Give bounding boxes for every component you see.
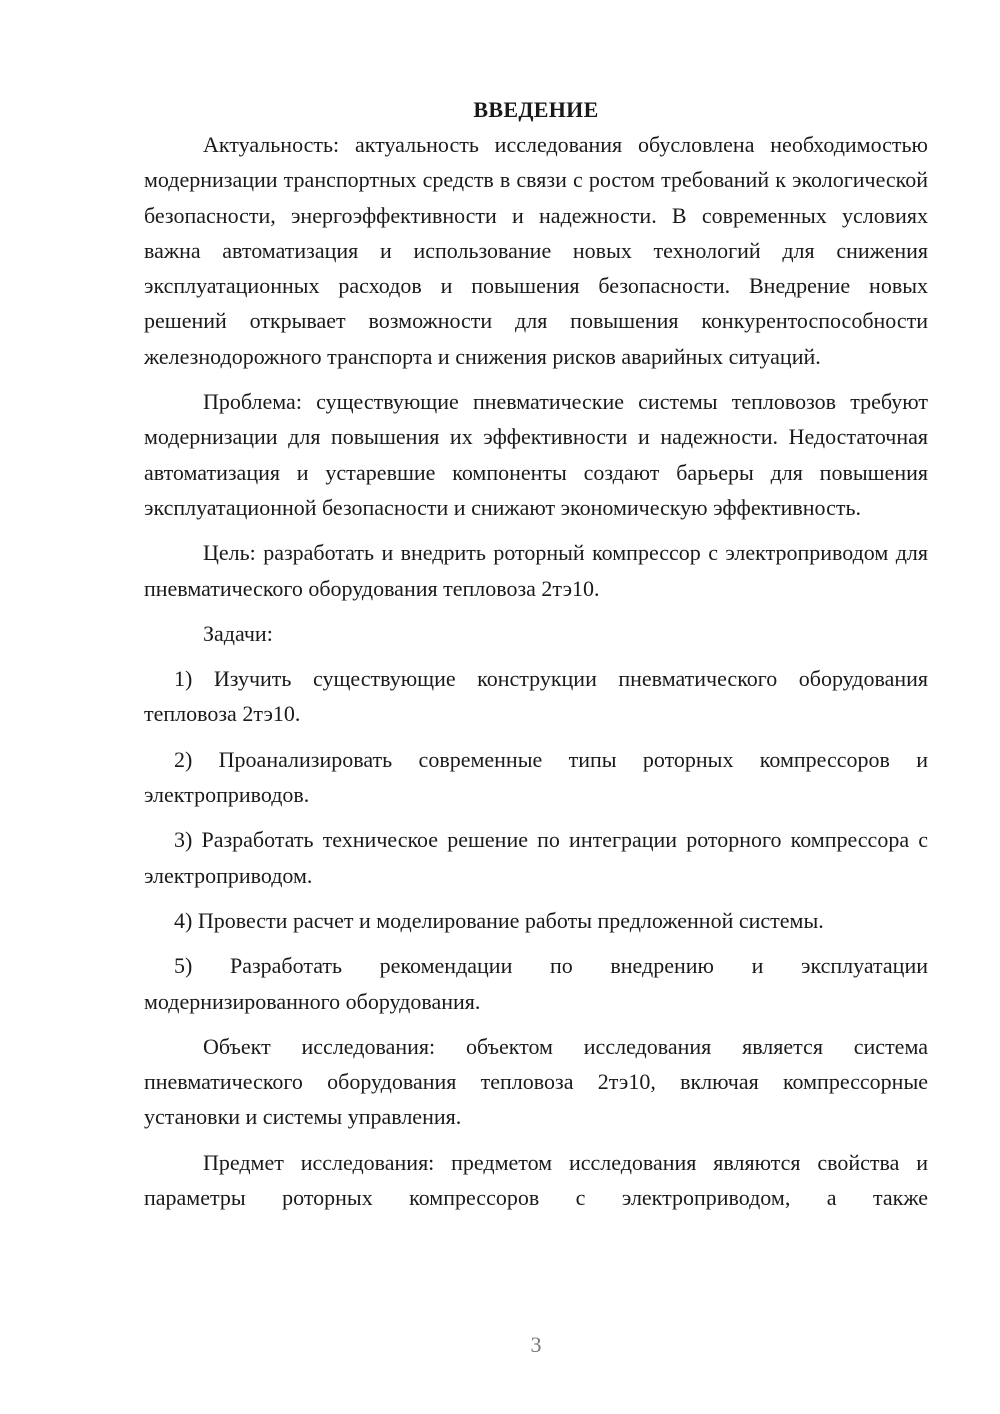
- task-item-3: 3) Разработать техническое решение по интеграции роторного компрессора с электроприводом.: [144, 827, 928, 888]
- task-item-4: 4) Провести расчет и моделирование работы предложенной системы.: [174, 907, 824, 933]
- document-page: [144, 92, 928, 1215]
- tasks-heading: Задачи:: [203, 620, 273, 646]
- object-paragraph: Объект исследования: объектом исследования является система пневматического оборудования тепловоза 2тэ10, включая компрессорные установки и системы управления.: [144, 1033, 928, 1130]
- page-number: 3: [530, 1332, 542, 1357]
- problem-paragraph: Проблема: существующие пневматические системы тепловозов требуют модернизации для повышения их эффективности и надежности. Недостаточная автоматизация и устаревшие компоненты создают барьеры для повышения эксплуатационной безопасности и снижают экономическую эффективность.: [144, 389, 928, 520]
- task-item-5: 5) Разработать рекомендации по внедрению и эксплуатации модернизированного оборудования.: [144, 953, 928, 1014]
- task-item-1: 1) Изучить существующие конструкции пневматического оборудования тепловоза 2тэ10.: [144, 666, 928, 727]
- relevance-paragraph: Актуальность: актуальность исследования обусловлена необходимостью модернизации транспортных средств в связи с ростом требований к экологической безопасности, энергоэффективности и надежности. В современных условиях важна автоматизация и использование новых технологий для снижения эксплуатационных расходов и повышения безопасности. Внедрение новых решений открывает возможности для повышения конкурентоспособности железнодорожного транспорта и снижения рисков аварийных ситуаций.: [144, 132, 928, 369]
- section-title: ВВЕДЕНИЕ: [473, 97, 599, 122]
- task-item-2: 2) Проанализировать современные типы роторных компрессоров и электроприводов.: [144, 746, 928, 808]
- subject-paragraph: Предмет исследования: предметом исследования являются свойства и параметры роторных компрессоров с электроприводом, а также: [144, 1149, 928, 1211]
- goal-paragraph: Цель: разработать и внедрить роторный компрессор с электроприводом для пневматического оборудования тепловоза 2тэ10.: [144, 540, 928, 601]
